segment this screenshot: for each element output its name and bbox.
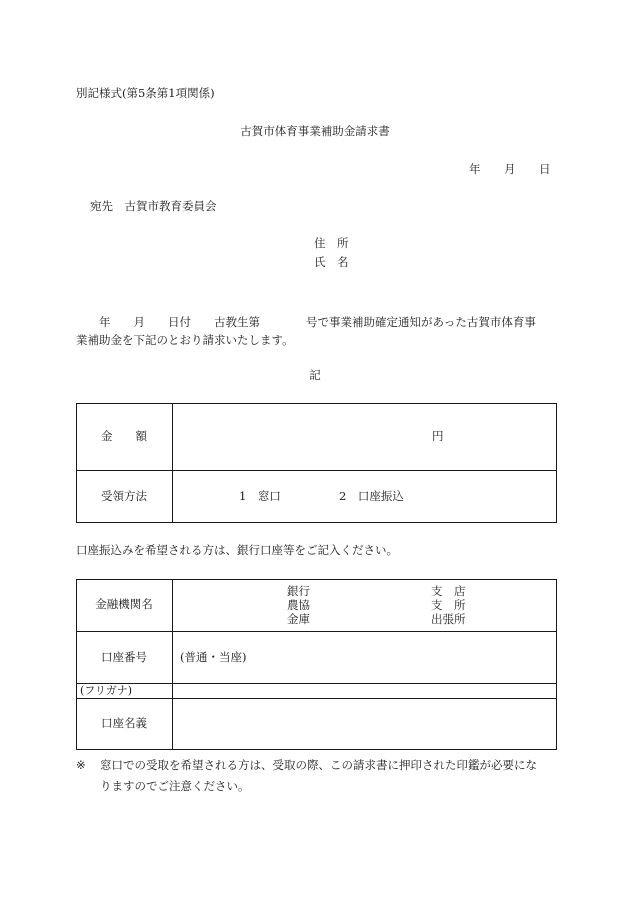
payment-table <box>76 403 557 523</box>
footnote-line-1: 窓口での受取を希望される方は、受取の際、この請求書に押印された印鑑が必要にな <box>100 758 537 772</box>
payment-table-divider <box>172 403 173 523</box>
transfer-note: 口座振込みを希望される方は、銀行口座等をご記入ください。 <box>76 543 398 557</box>
name-label: 氏 名 <box>314 255 349 269</box>
branch-type-office: 出張所 <box>431 612 466 626</box>
inst-type-bank: 銀行 <box>287 584 310 598</box>
date-year: 年 <box>469 162 481 176</box>
payment-table-row-divider <box>76 470 557 471</box>
address-label: 住 所 <box>314 236 349 250</box>
bank-table-row-divider-1 <box>76 631 557 632</box>
date-month: 月 <box>504 162 516 176</box>
method-option-transfer: 2 口座振込 <box>339 489 404 503</box>
date-day: 日 <box>539 162 551 176</box>
amount-unit: 円 <box>432 429 444 443</box>
inst-type-shinkin: 金庫 <box>287 612 310 626</box>
method-label: 受領方法 <box>101 489 147 503</box>
form-label: 別記様式(第5条第1項関係) <box>76 86 215 100</box>
footnote-line-2: りますのでご注意ください。 <box>100 779 250 793</box>
document-title: 古賀市体育事業補助金請求書 <box>240 124 390 138</box>
branch-type-main: 支 店 <box>431 584 466 598</box>
furigana-label: (フリガナ) <box>80 684 133 697</box>
addressee: 宛先 古賀市教育委員会 <box>90 199 217 213</box>
bank-table-divider <box>172 579 173 750</box>
body-line-2: 業補助金を下記のとおり請求いたします。 <box>76 333 294 347</box>
inst-type-coop: 農協 <box>287 598 310 612</box>
account-number-label: 口座番号 <box>101 650 147 664</box>
body-line-1: 年 月 日付 古教生第 号で事業補助確定通知があった古賀市体育事 <box>76 315 536 329</box>
account-name-label: 口座名義 <box>101 716 147 730</box>
bank-table-row-divider-2 <box>76 683 557 684</box>
method-option-counter: 1 窓口 <box>239 489 281 503</box>
amount-label: 金 額 <box>101 429 147 443</box>
bank-table-row-divider-3 <box>76 698 557 699</box>
footnote-mark: ※ <box>76 758 86 772</box>
branch-type-sub: 支 所 <box>431 598 466 612</box>
ki-heading: 記 <box>309 368 321 382</box>
institution-label: 金融機関名 <box>95 597 153 611</box>
body-paragraph <box>76 313 560 349</box>
account-type: (普通・当座) <box>180 650 247 664</box>
